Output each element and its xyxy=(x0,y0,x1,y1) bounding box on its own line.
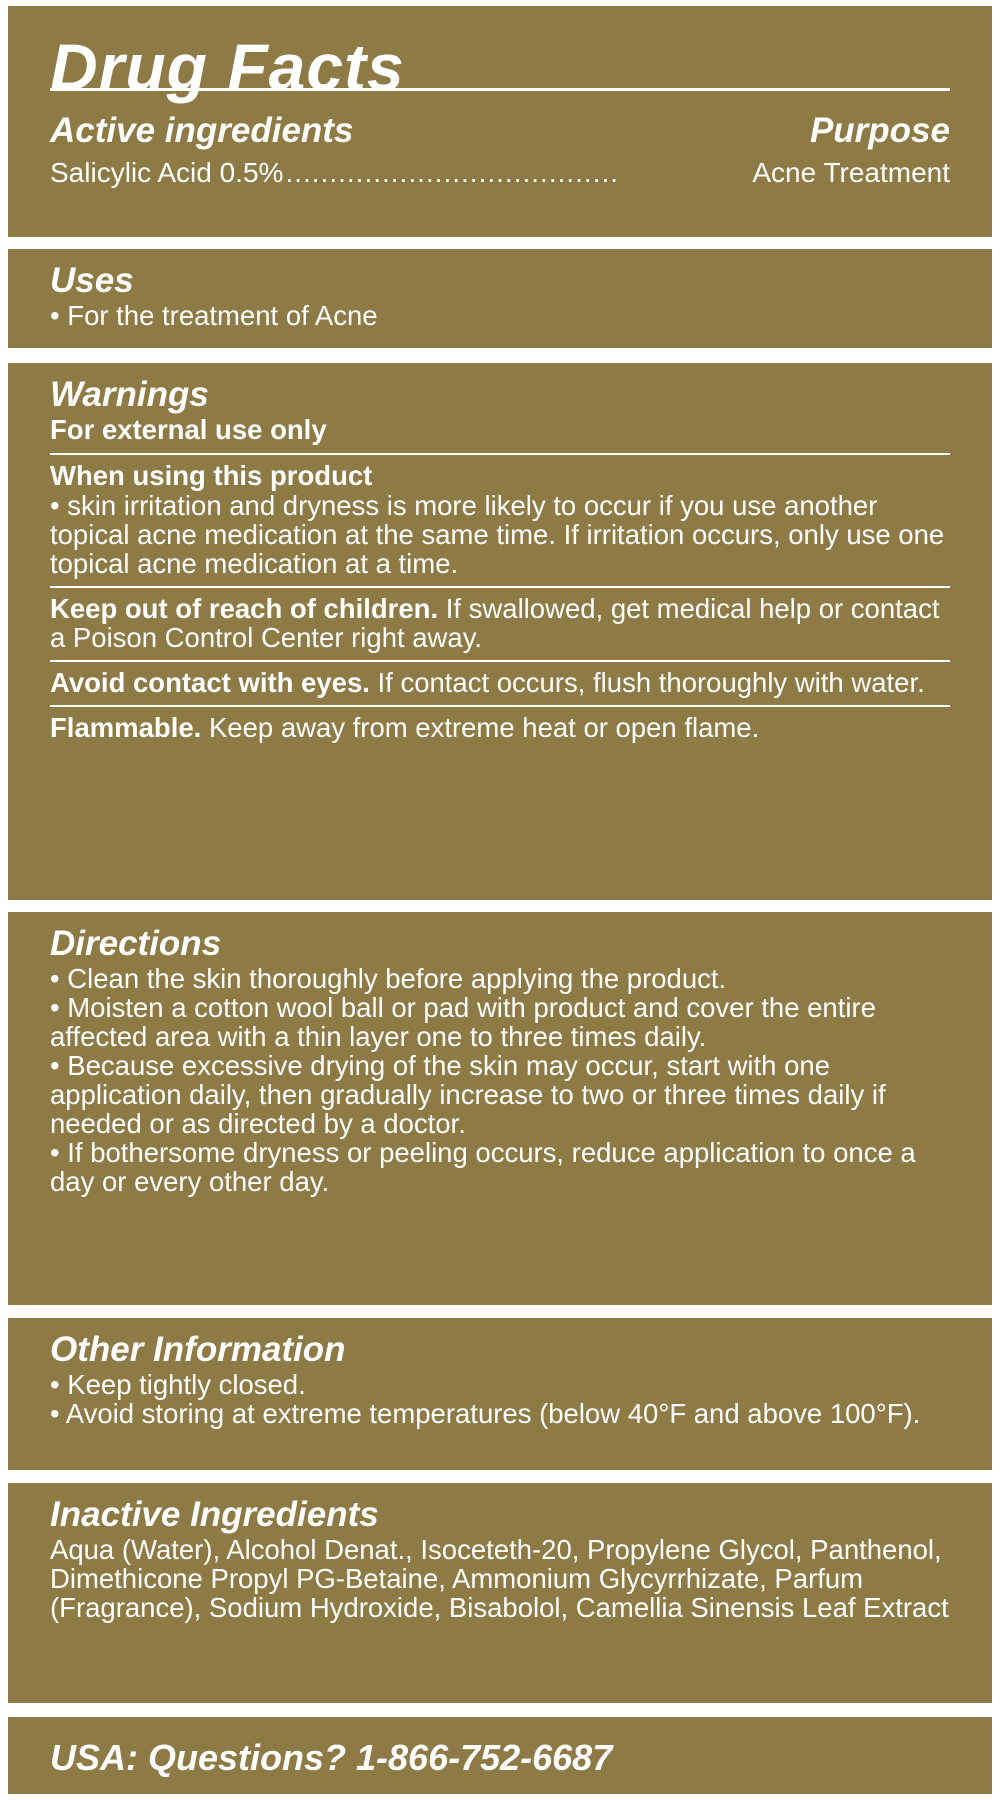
flammable-section xyxy=(50,707,950,750)
uses-panel xyxy=(8,249,992,348)
keep-out-bold: Keep out of reach of children. xyxy=(50,593,439,625)
directions-item: • Moisten a cotton wool ball or pad with product and cover the entire affected area with a thin layer one to three times daily. xyxy=(50,992,876,1053)
warnings-panel xyxy=(8,363,992,900)
purpose-heading: Purpose xyxy=(809,111,950,150)
uses-heading: Uses xyxy=(50,261,134,300)
drug-facts-header-panel xyxy=(8,6,992,237)
external-use-notice: For external use only xyxy=(50,414,327,446)
active-ingredient-row xyxy=(50,157,950,189)
flammable-text: Keep away from extreme heat or open flame. xyxy=(201,712,760,744)
flammable-bold: Flammable. xyxy=(50,712,202,744)
directions-item: • Because excessive drying of the skin may occur, start with one application daily, then gradually increase to two or three times daily if needed or as directed by a doctor. xyxy=(50,1050,886,1140)
eyes-text: If contact occurs, flush thoroughly with water. xyxy=(369,667,925,699)
other-information-heading: Other Information xyxy=(50,1330,346,1369)
keep-out-of-reach-section xyxy=(50,588,950,660)
active-ingredients-heading: Active ingredients xyxy=(50,111,354,150)
directions-heading: Directions xyxy=(50,924,222,963)
leader-dots: ...................................... xyxy=(285,157,620,189)
when-using-heading: When using this product xyxy=(50,460,373,492)
other-information-item: • Avoid storing at extreme temperatures (below 40°F and above 100°F). xyxy=(50,1398,921,1430)
inactive-ingredients-panel xyxy=(8,1483,992,1703)
questions-phone-line: USA: Questions? 1-866-752-6687 xyxy=(50,1737,613,1778)
warnings-heading: Warnings xyxy=(50,375,209,414)
keep-out-text: If swallowed, get medical help or contact a Poison Control Center right away. xyxy=(50,593,940,654)
inactive-ingredients-text: Aqua (Water), Alcohol Denat., Isoceteth-20, Propylene Glycol, Panthenol, Dimethicone Propyl PG-Betaine, Ammonium Glycyrrhizate, Parfum (Fragrance), Sodium Hydroxide, Bisabolol, Camellia Sinensis Leaf Extract xyxy=(50,1534,949,1624)
avoid-eyes-section xyxy=(50,662,950,705)
active-ingredient-name: Salicylic Acid 0.5% xyxy=(50,157,284,189)
questions-panel xyxy=(8,1717,992,1794)
page-title: Drug Facts xyxy=(50,30,405,104)
directions-item: • Clean the skin thoroughly before applying the product. xyxy=(50,963,727,995)
active-ingredient-purpose: Acne Treatment xyxy=(752,157,950,189)
directions-panel xyxy=(8,912,992,1305)
uses-item: • For the treatment of Acne xyxy=(50,300,378,332)
inactive-ingredients-heading: Inactive Ingredients xyxy=(50,1495,379,1534)
other-information-panel xyxy=(8,1318,992,1470)
directions-item: • If bothersome dryness or peeling occurs, reduce application to once a day or every other day. xyxy=(50,1137,916,1198)
when-using-section xyxy=(50,455,950,586)
other-information-item: • Keep tightly closed. xyxy=(50,1369,306,1401)
eyes-bold: Avoid contact with eyes. xyxy=(50,667,370,699)
when-using-text: • skin irritation and dryness is more likely to occur if you use another topical acne medication at the same time. If irritation occurs, only use one topical acne medication at a time. xyxy=(50,490,945,580)
active-ingredients-header xyxy=(50,111,950,151)
